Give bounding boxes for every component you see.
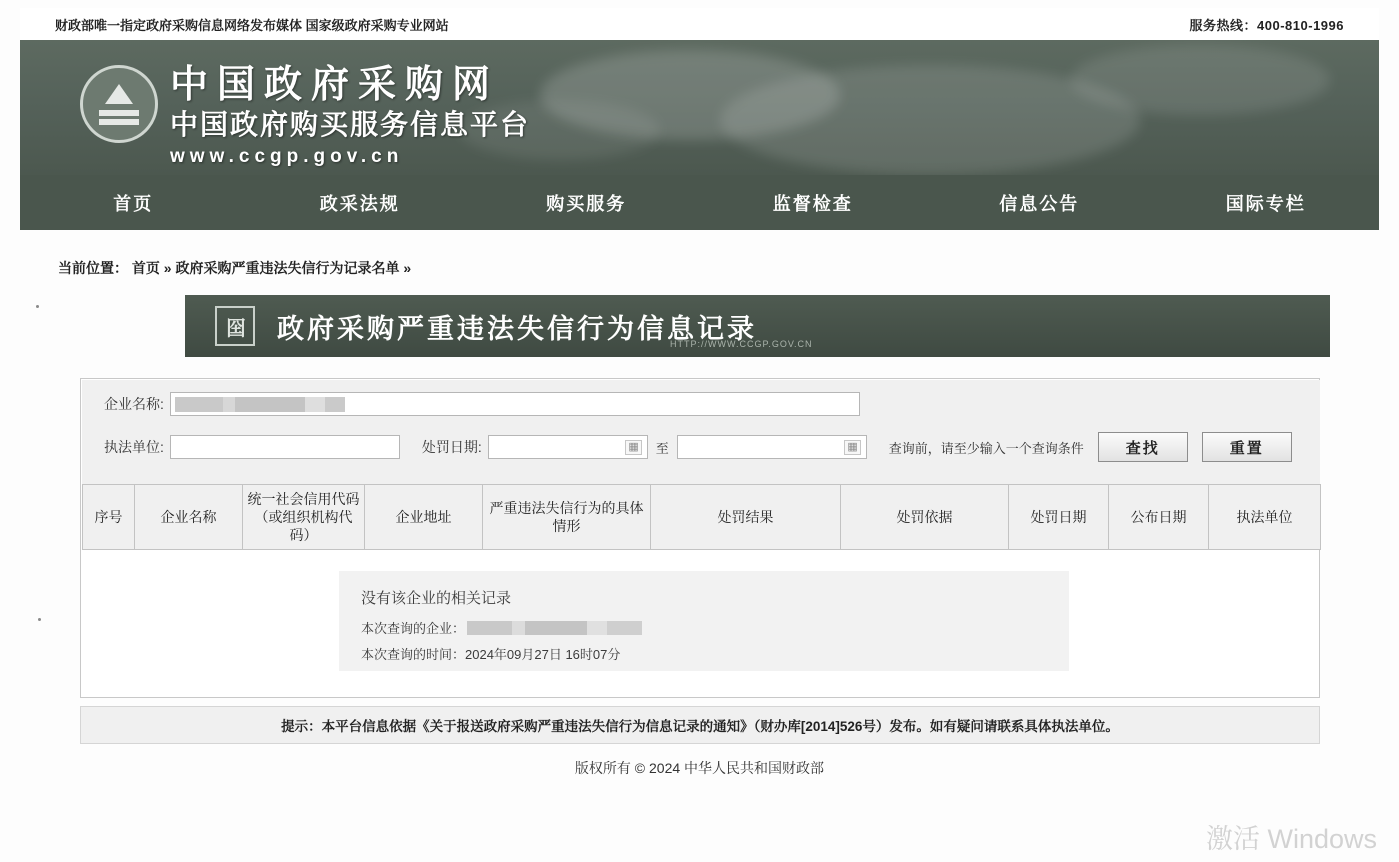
breadcrumb-prefix: 当前位置： [58, 260, 128, 276]
scan-speck [38, 618, 41, 621]
site-url: www.ccgp.gov.cn [170, 145, 404, 167]
col-penalty-basis: 处罚依据 [841, 485, 1009, 550]
main-navigation [20, 175, 1379, 230]
col-penalty-result: 处罚结果 [651, 485, 841, 550]
breadcrumb-item-home[interactable]: 首页 [131, 260, 160, 276]
breadcrumb [58, 258, 411, 278]
search-form [82, 380, 1320, 484]
enterprise-name-input[interactable] [170, 392, 860, 416]
col-credit-code: 统一社会信用代码（或组织机构代码） [243, 485, 365, 550]
enterprise-name-row [104, 392, 860, 416]
search-button[interactable]: 查找 [1098, 432, 1188, 462]
copyright-text: 版权所有 © 2024 中华人民共和国财政部 [574, 760, 825, 776]
top-info-bar [20, 8, 1379, 40]
penalty-date-end-input[interactable] [677, 435, 867, 459]
nav-item-purchase-service[interactable]: 购买服务 [546, 193, 627, 214]
breadcrumb-separator: » [403, 260, 412, 276]
redacted-value [175, 397, 345, 412]
col-enforcement-unit: 执法单位 [1209, 485, 1321, 550]
section-url-watermark: HTTP://WWW.CCGP.GOV.CN [670, 339, 813, 349]
windows-activation-watermark: 激活 Windows [1205, 824, 1377, 854]
col-penalty-date: 处罚日期 [1009, 485, 1109, 550]
calendar-icon[interactable]: ▦ [625, 440, 641, 455]
table-header-row [83, 485, 1321, 550]
search-hint: 查询前，请至少输入一个查询条件 [888, 440, 1084, 456]
penalty-date-start-input[interactable] [488, 435, 648, 459]
breadcrumb-item-current[interactable]: 政府采购严重违法失信行为记录名单 [175, 260, 400, 276]
nav-item-home[interactable]: 首页 [113, 193, 154, 214]
enforcement-unit-label: 执法单位: [104, 439, 164, 455]
penalty-date-label: 处罚日期: [421, 439, 482, 455]
reset-button[interactable]: 重置 [1202, 432, 1292, 462]
calendar-icon[interactable]: ▦ [844, 440, 860, 455]
platform-notice: 提示：本平台信息依据《关于报送政府采购严重违法失信行为信息记录的通知》（财办库[2014]526号）发布。如有疑问请联系具体执法单位。 [80, 706, 1320, 744]
filter-row [104, 432, 1292, 462]
col-violation-detail: 严重违法失信行为的具体情形 [483, 485, 651, 550]
service-hotline: 服务热线：400-810-1996 [1189, 17, 1344, 33]
empty-result-box [339, 571, 1069, 671]
queried-time-line: 本次查询的时间：2024年09月27日 16时07分 [361, 647, 621, 662]
enforcement-unit-input[interactable] [170, 435, 400, 459]
nav-item-announcements[interactable]: 信息公告 [999, 193, 1080, 214]
section-title: 政府采购严重违法失信行为信息记录 [277, 313, 757, 344]
enterprise-name-label: 企业名称: [104, 396, 164, 412]
site-slogan: 财政部唯一指定政府采购信息网络发布媒体 国家级政府采购专业网站 [55, 17, 449, 33]
banner-title-block [170, 65, 530, 168]
nav-item-international[interactable]: 国际专栏 [1225, 193, 1306, 214]
date-range-to-label: 至 [655, 440, 669, 456]
col-index: 序号 [83, 485, 135, 550]
scan-speck [36, 305, 39, 308]
seal-icon: 囶 [215, 306, 255, 346]
national-emblem-icon [80, 65, 158, 143]
search-result-panel [80, 378, 1320, 698]
records-table [82, 484, 1321, 550]
nav-item-regulations[interactable]: 政采法规 [319, 193, 400, 214]
nav-item-supervision[interactable]: 监督检查 [772, 193, 853, 214]
site-title: 中国政府采购网 [170, 64, 500, 106]
queried-enterprise-line [361, 618, 1047, 637]
cloud-decoration [1070, 45, 1330, 115]
redacted-value [467, 621, 642, 635]
site-banner [20, 40, 1379, 175]
empty-result-title: 没有该企业的相关记录 [361, 590, 512, 607]
col-publish-date: 公布日期 [1109, 485, 1209, 550]
section-header [185, 295, 1330, 357]
queried-enterprise-label: 本次查询的企业： [361, 621, 466, 636]
site-subtitle: 中国政府购买服务信息平台 [170, 108, 531, 140]
col-enterprise-name: 企业名称 [135, 485, 243, 550]
col-address: 企业地址 [365, 485, 483, 550]
breadcrumb-separator: » [163, 260, 172, 276]
